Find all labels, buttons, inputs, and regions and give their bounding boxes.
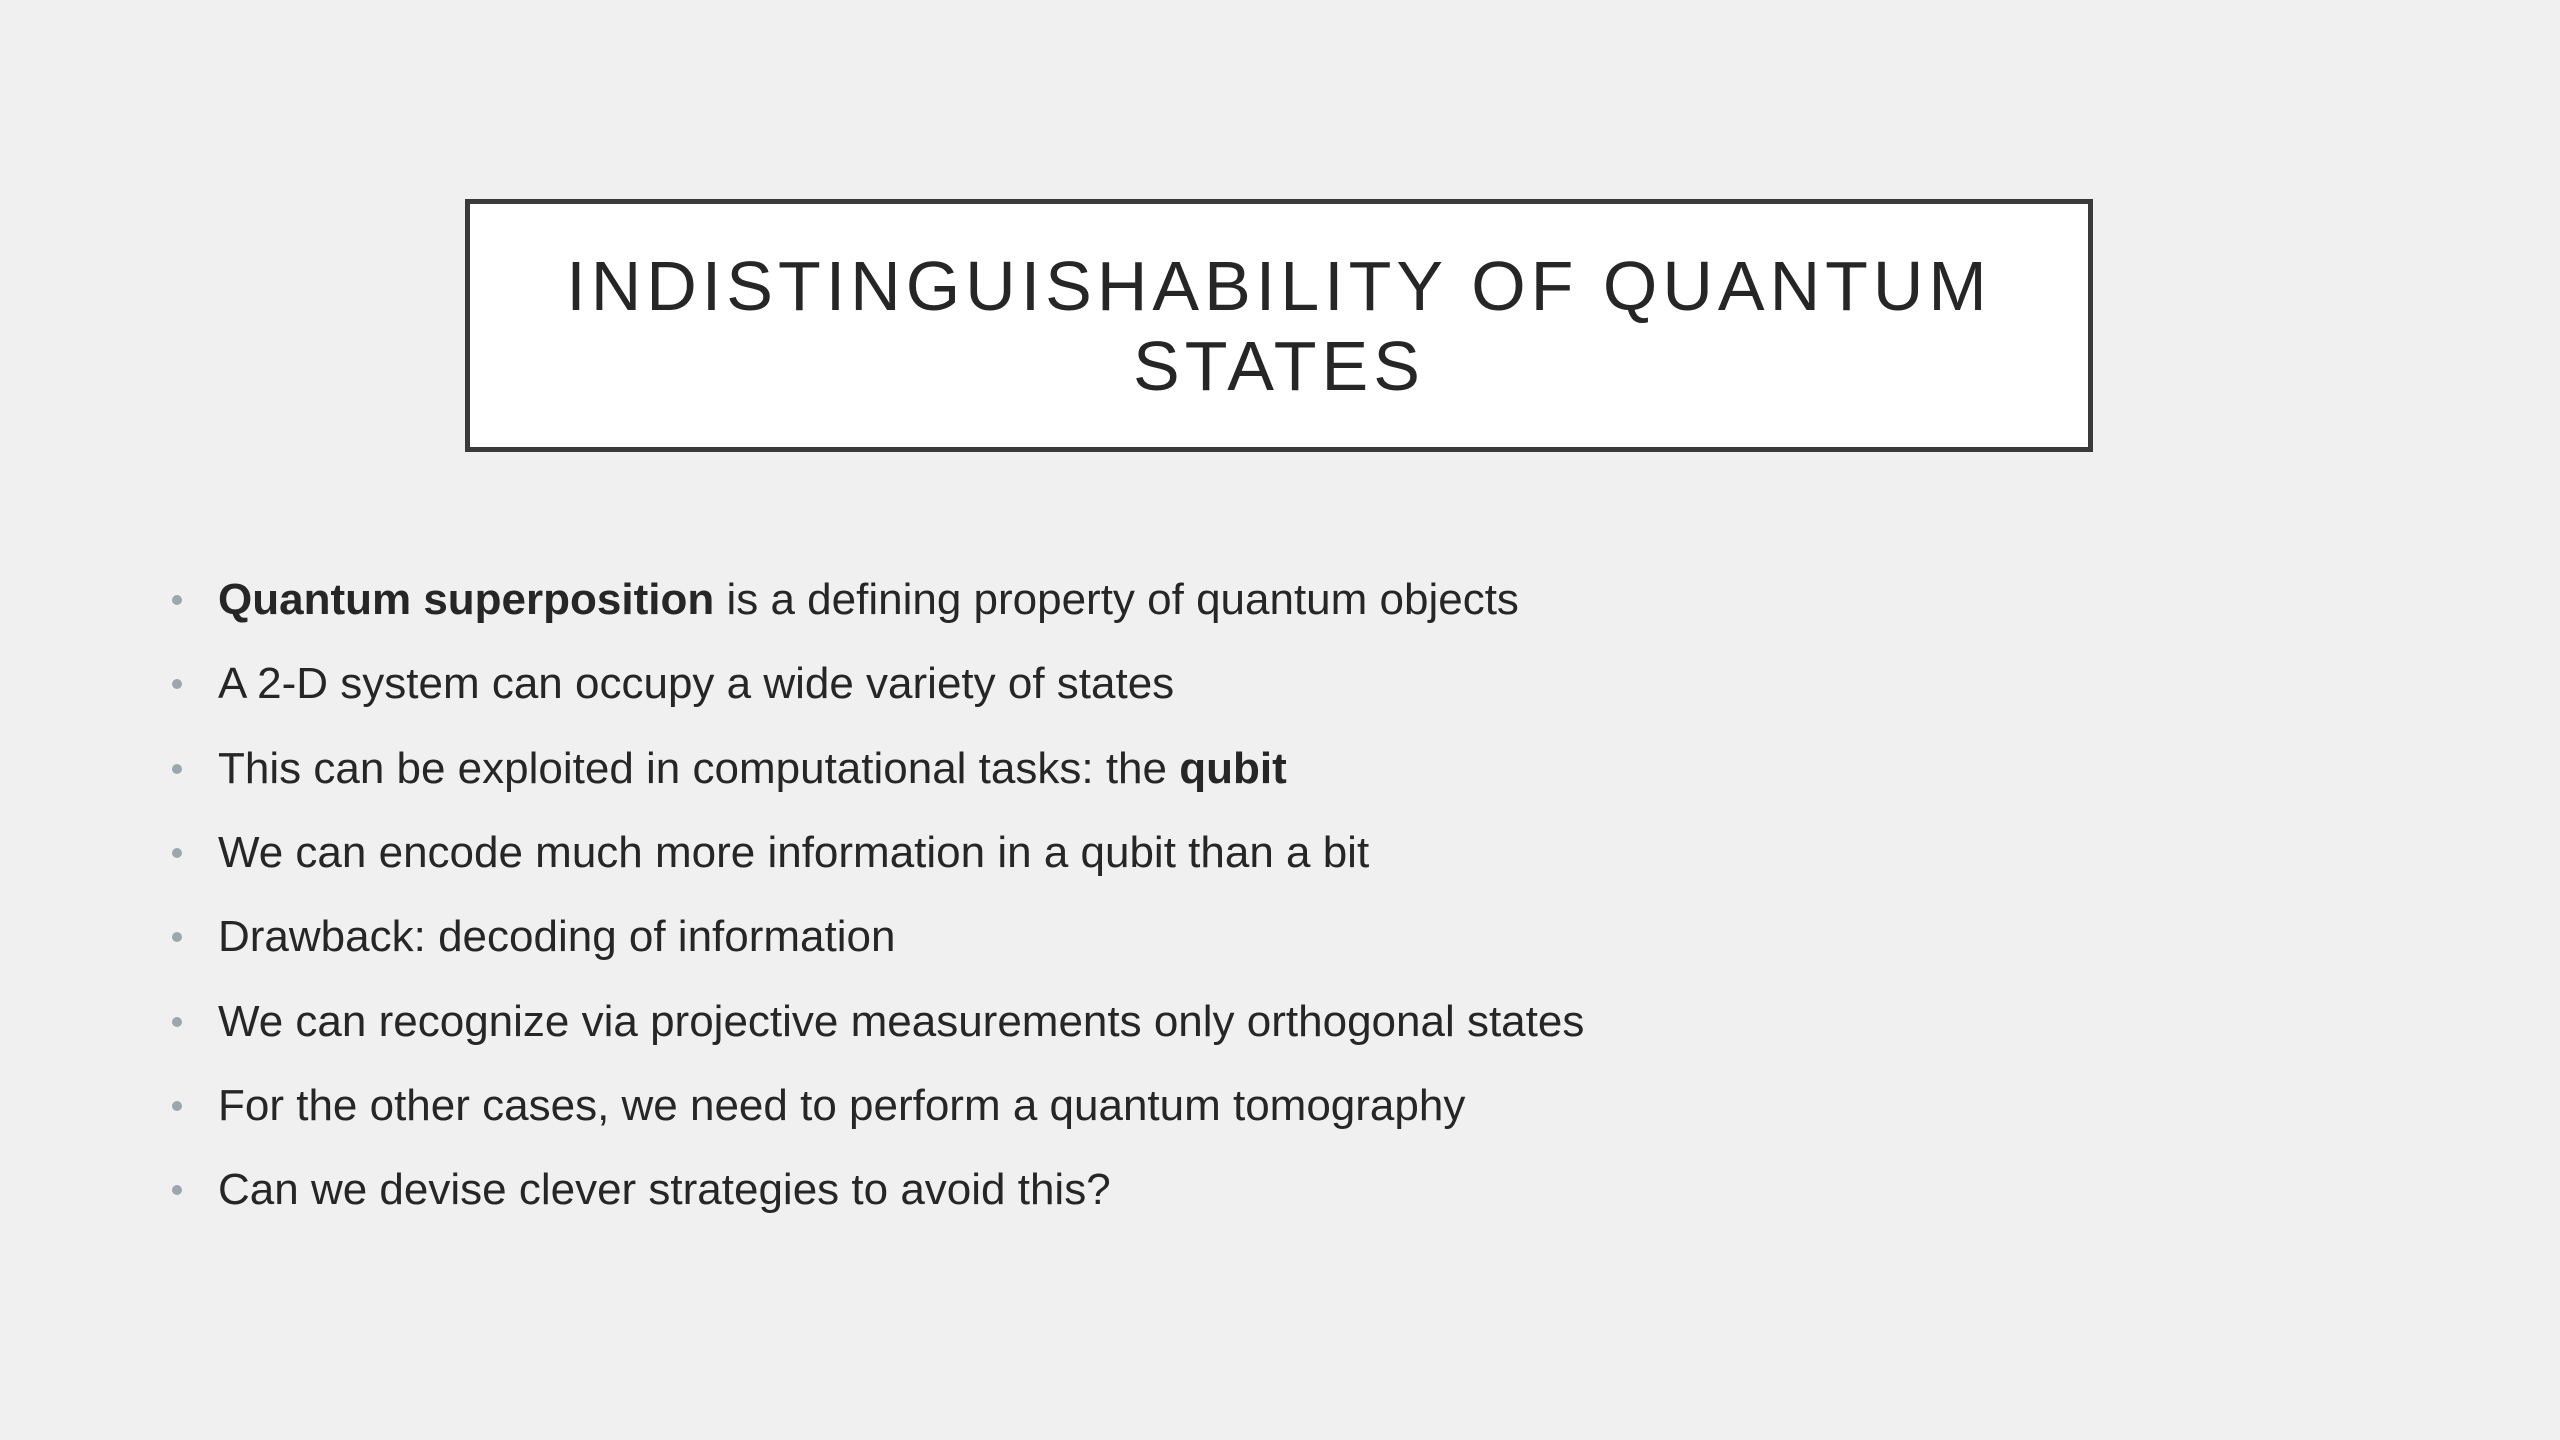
bullet-text — [218, 997, 1584, 1047]
bullet-dot-icon — [172, 595, 182, 605]
bullet-body: Can we devise clever strategies to avoid this? — [218, 1165, 1111, 1215]
bullet-text — [218, 575, 1519, 625]
bullet-text — [218, 912, 895, 962]
bullet-body: A 2-D system can occupy a wide variety of states — [218, 659, 1175, 709]
bullet-dot-icon — [172, 764, 182, 774]
bullet-text — [218, 659, 1174, 709]
bullet-text — [218, 1081, 1465, 1131]
bullet-bold-tail: qubit — [1179, 743, 1287, 793]
bullet-body: For the other cases, we need to perform a quantum tomography — [218, 1080, 1466, 1130]
bullet-item — [168, 895, 2368, 979]
bullet-dot-icon — [172, 1101, 182, 1111]
bullet-item — [168, 558, 2368, 642]
bullet-body: Drawback: decoding of information — [218, 912, 896, 962]
bullet-dot-icon — [172, 1185, 182, 1195]
bullet-dot-icon — [172, 1017, 182, 1027]
bullet-item — [168, 642, 2368, 726]
bullet-dot-icon — [172, 848, 182, 858]
bullet-item — [168, 1148, 2368, 1232]
bullet-body: This can be exploited in computational tasks: the — [218, 743, 1180, 793]
bullet-text — [218, 744, 1287, 794]
bullet-bold-lead: Quantum superposition — [218, 575, 715, 625]
bullet-list — [168, 558, 2368, 1232]
bullet-item — [168, 979, 2368, 1063]
bullet-item — [168, 1064, 2368, 1148]
bullet-body: is a defining property of quantum objects — [714, 575, 1519, 625]
bullet-body: We can recognize via projective measurements only orthogonal states — [218, 996, 1585, 1046]
bullet-dot-icon — [172, 679, 182, 689]
bullet-body: We can encode much more information in a qubit than a bit — [218, 828, 1370, 878]
slide-title: INDISTINGUISHABILITY OF QUANTUM STATES — [566, 246, 1992, 405]
bullet-item — [168, 727, 2368, 811]
bullet-dot-icon — [172, 932, 182, 942]
bullet-text — [218, 1165, 1111, 1215]
title-box — [465, 199, 2093, 452]
bullet-item — [168, 811, 2368, 895]
bullet-text — [218, 828, 1369, 878]
